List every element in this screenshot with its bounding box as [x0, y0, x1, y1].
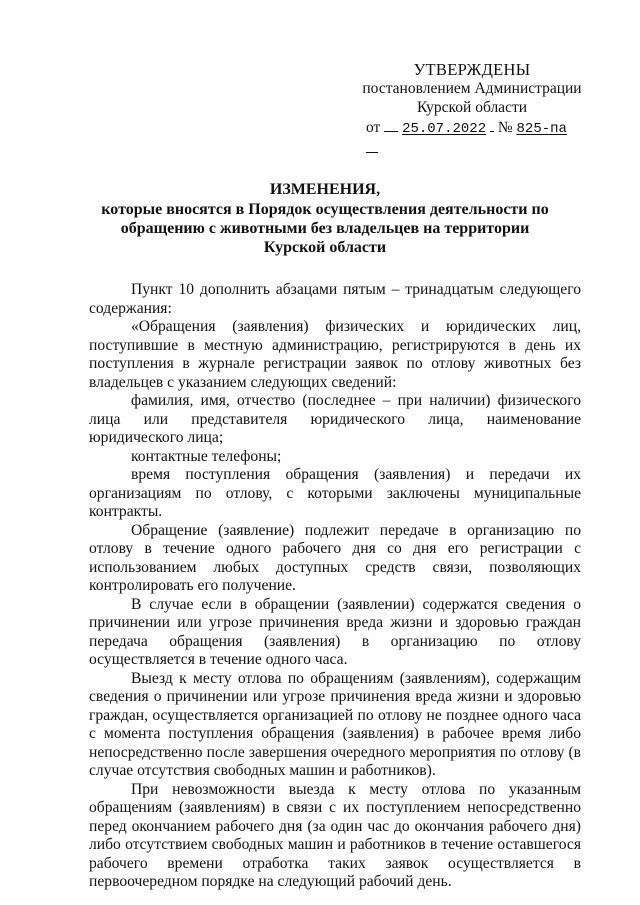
- document-heading: [90, 180, 560, 257]
- heading-line-1: которые вносятся в Порядок осуществления деятельности по: [101, 201, 549, 218]
- approval-date: 25.07.2022: [402, 121, 487, 137]
- document-body: [89, 281, 581, 892]
- heading-title: ИЗМЕНЕНИЯ,: [269, 181, 381, 198]
- approval-region: Курской области: [416, 99, 528, 116]
- paragraph: Выезд к месту отлова по обращениям (заявлениям), содержащим сведения о причинении или угрозе причинения вреда жизни и здоровью граждан, осуществляется организацией по отлову не позднее одного часа с момента поступления обращения (заявления) в рабочее время либо непосредственно после завершения очередного мероприятия по отлову (в случае отсутствия свободных машин и работников).: [89, 669, 581, 779]
- approval-date-line: [362, 118, 582, 158]
- paragraph: В случае если в обращении (заявлении) содержатся сведения о причинении или угрозе причинения вреда жизни и здоровью граждан передача обращения (заявления) в организацию по отлову осуществляется в течение одного часа.: [89, 595, 581, 668]
- paragraph: Обращение (заявление) подлежит передаче в организацию по отлову в течение одного рабочего дня со дня его регистрации с использованием любых доступных средств связи, позволяющих контролировать его получение.: [89, 521, 581, 594]
- number-sign: №: [497, 119, 513, 136]
- paragraph: контактные телефоны;: [131, 447, 282, 465]
- approval-block: [362, 60, 582, 158]
- paragraph: фамилия, имя, отчество (последнее – при наличии) физического лица или представителя юридического лица, наименование юридического лица;: [89, 392, 581, 446]
- date-prefix: от: [366, 119, 381, 136]
- approval-stamp: УТВЕРЖДЕНЫ: [413, 60, 531, 79]
- number-underline: [366, 151, 378, 153]
- heading-line-3: Курской области: [263, 239, 387, 256]
- approval-number: 825-па: [516, 121, 567, 137]
- date-underline-left: [384, 130, 398, 132]
- approval-authority: постановлением Администрации: [362, 80, 582, 97]
- paragraph: При невозможности выезда к месту отлова по указанным обращениям (заявлениям) в связи с их поступлением непосредственно перед окончанием рабочего дня (за один час до окончания рабочего дня) либо отсутствием свободных машин и работников в течение оставшегося рабочего времени отработка таких заявок осуществляется в первоочередном порядке на следующий рабочий день.: [89, 780, 581, 890]
- heading-line-2: обращению с животными без владельцев на территории: [120, 220, 530, 237]
- paragraph: время поступления обращения (заявления) и передачи их организациям по отлову, с которыми заключены муниципальные контракты.: [89, 466, 581, 520]
- date-underline-right: [490, 130, 494, 132]
- paragraph: «Обращения (заявления) физических и юридических лиц, поступившие в местную администрацию, регистрируются в день их поступления в журнале регистрации заявок по отлову животных без владельцев с указанием следующих сведений:: [89, 318, 581, 391]
- paragraph: Пункт 10 дополнить абзацами пятым – тринадцатым следующего содержания:: [89, 281, 581, 317]
